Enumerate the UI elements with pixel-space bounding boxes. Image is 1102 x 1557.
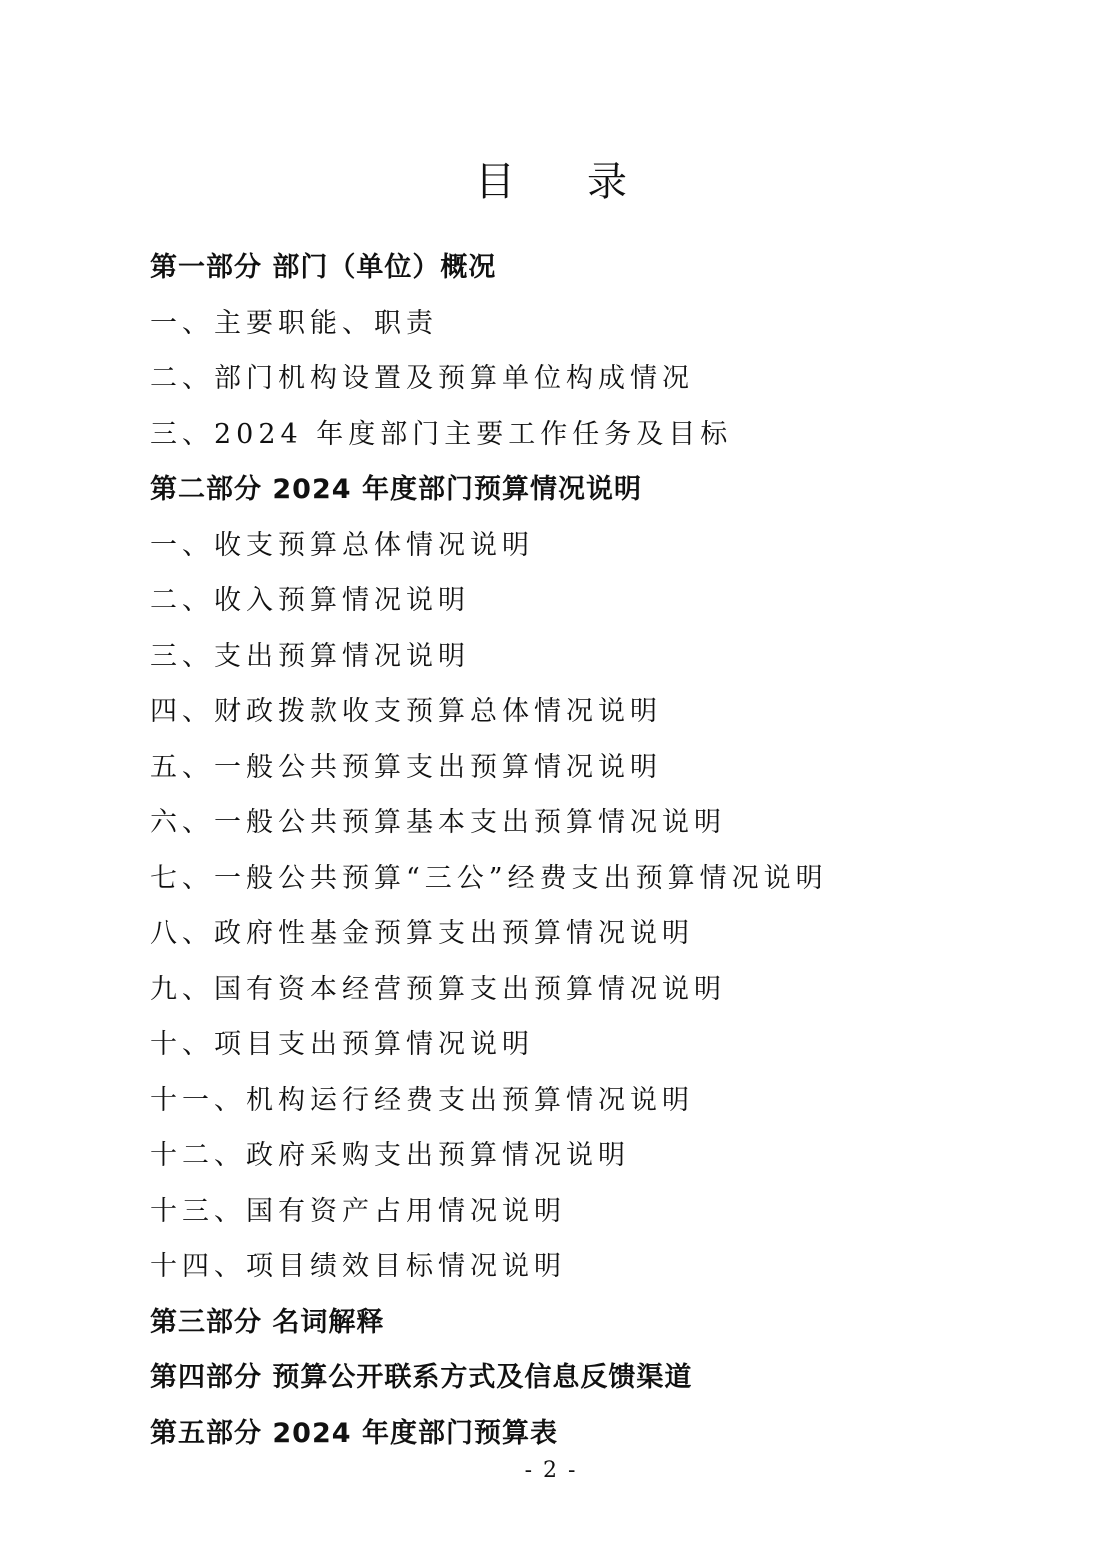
toc-item: 三、2024 年度部门主要工作任务及目标 — [150, 418, 733, 450]
toc-part-1: 第一部分 部门（单位）概况 — [150, 252, 497, 283]
toc-item: 十三、国有资产占用情况说明 — [150, 1195, 566, 1227]
toc-item: 十二、政府采购支出预算情况说明 — [150, 1140, 630, 1171]
toc-item: 七、一般公共预算“三公”经费支出预算情况说明 — [150, 862, 828, 894]
toc-item: 一、主要职能、职责 — [150, 307, 438, 339]
toc-item: 五、一般公共预算支出预算情况说明 — [150, 751, 662, 783]
table-of-contents — [150, 240, 1050, 1461]
toc-item: 三、支出预算情况说明 — [150, 640, 470, 672]
toc-part-2: 第二部分 2024 年度部门预算情况说明 — [150, 474, 642, 505]
toc-part-4: 第四部分 预算公开联系方式及信息反馈渠道 — [150, 1362, 693, 1393]
toc-item: 四、财政拨款收支预算总体情况说明 — [150, 696, 662, 727]
toc-item: 二、收入预算情况说明 — [150, 585, 470, 616]
toc-part-3: 第三部分 名词解释 — [150, 1306, 385, 1338]
page-title: 目录 — [475, 159, 699, 205]
toc-item: 六、一般公共预算基本支出预算情况说明 — [150, 807, 726, 838]
toc-item: 八、政府性基金预算支出预算情况说明 — [150, 918, 694, 949]
toc-item: 十四、项目绩效目标情况说明 — [150, 1251, 566, 1282]
toc-item: 二、部门机构设置及预算单位构成情况 — [150, 363, 694, 394]
toc-item: 一、收支预算总体情况说明 — [150, 529, 534, 561]
toc-item: 十一、机构运行经费支出预算情况说明 — [150, 1084, 694, 1116]
page-number: - 2 - — [524, 1458, 578, 1483]
toc-item: 十、项目支出预算情况说明 — [150, 1029, 534, 1060]
toc-item: 九、国有资本经营预算支出预算情况说明 — [150, 973, 726, 1005]
toc-part-5: 第五部分 2024 年度部门预算表 — [150, 1417, 558, 1449]
